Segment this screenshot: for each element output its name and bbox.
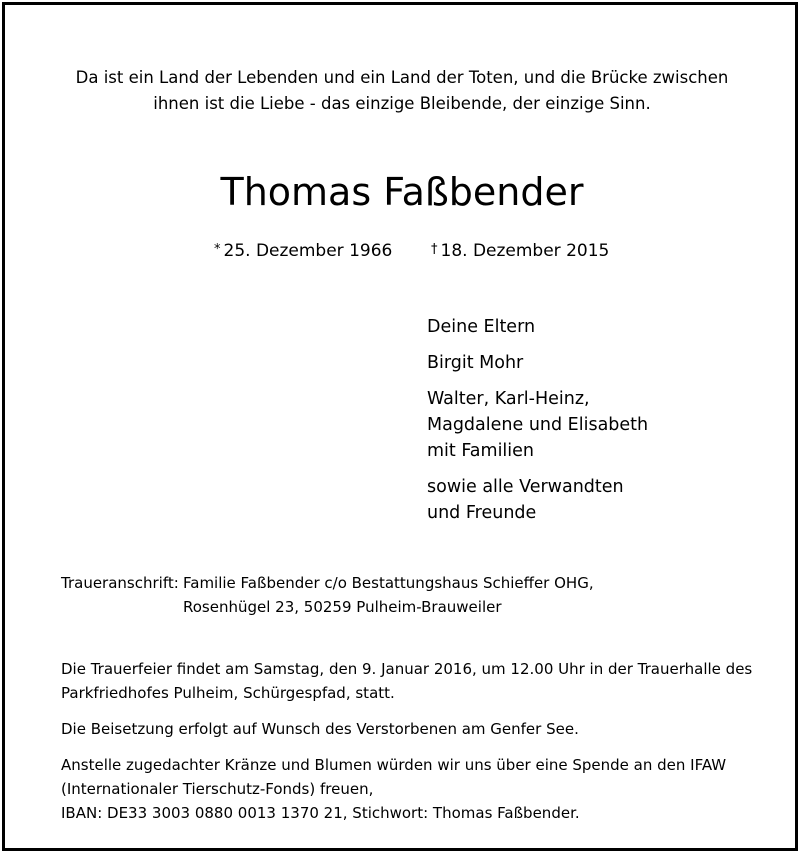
donation-notice bbox=[61, 753, 752, 825]
death-date-line bbox=[431, 238, 609, 263]
mourners-list bbox=[427, 314, 648, 526]
death-cross-symbol: † bbox=[431, 242, 438, 257]
mourner-line: Deine Eltern bbox=[427, 317, 536, 337]
mourner-line: mit Familien bbox=[427, 441, 535, 461]
mourner-line: Walter, Karl-Heinz, bbox=[427, 389, 590, 409]
address-line-2: Rosenhügel 23, 50259 Pulheim-Brauweiler bbox=[183, 598, 502, 616]
deceased-name: Thomas Faßbender bbox=[220, 170, 584, 214]
notice-line: IBAN: DE33 3003 0880 0013 1370 21, Stichwort: Thomas Faßbender. bbox=[61, 804, 580, 822]
quote-line-1: Da ist ein Land der Lebenden und ein Land der Toten, und die Brücke zwischen bbox=[75, 68, 729, 87]
mourner-line: und Freunde bbox=[427, 503, 537, 523]
mourner-group-parents bbox=[427, 314, 648, 340]
death-date: 18. Dezember 2015 bbox=[440, 241, 610, 261]
birth-date: 25. Dezember 1966 bbox=[223, 241, 393, 261]
notice-line: Die Beisetzung erfolgt auf Wunsch des Verstorbenen am Genfer See. bbox=[61, 720, 579, 738]
mourner-line: Birgit Mohr bbox=[427, 353, 524, 373]
quote-line-2: ihnen ist die Liebe - das einzige Bleibende, der einzige Sinn. bbox=[153, 94, 651, 113]
funeral-notices bbox=[61, 657, 752, 837]
mourner-group-siblings bbox=[427, 386, 648, 464]
mourner-group-relatives bbox=[427, 474, 648, 526]
mourner-line: Magdalene und Elisabeth bbox=[427, 415, 649, 435]
notice-line: Die Trauerfeier findet am Samstag, den 9. Januar 2016, um 12.00 Uhr in der Trauerhalle des bbox=[61, 660, 753, 678]
mourner-group-partner bbox=[427, 350, 648, 376]
address-label: Traueranschrift: bbox=[61, 574, 179, 592]
memorial-quote bbox=[5, 65, 799, 117]
mourner-line: sowie alle Verwandten bbox=[427, 477, 624, 497]
address-line-1: Familie Faßbender c/o Bestattungshaus Schieffer OHG, bbox=[183, 574, 594, 592]
birth-symbol: * bbox=[214, 242, 221, 257]
birth-date-line bbox=[214, 238, 392, 263]
notice-line: Parkfriedhofes Pulheim, Schürgespfad, statt. bbox=[61, 684, 395, 702]
obituary-frame bbox=[2, 2, 798, 851]
notice-line: Anstelle zugedachter Kränze und Blumen würden wir uns über eine Spende an den IFAW bbox=[61, 756, 727, 774]
burial-notice bbox=[61, 717, 752, 741]
notice-line: (Internationaler Tierschutz-Fonds) freuen, bbox=[61, 780, 374, 798]
ceremony-notice bbox=[61, 657, 752, 705]
